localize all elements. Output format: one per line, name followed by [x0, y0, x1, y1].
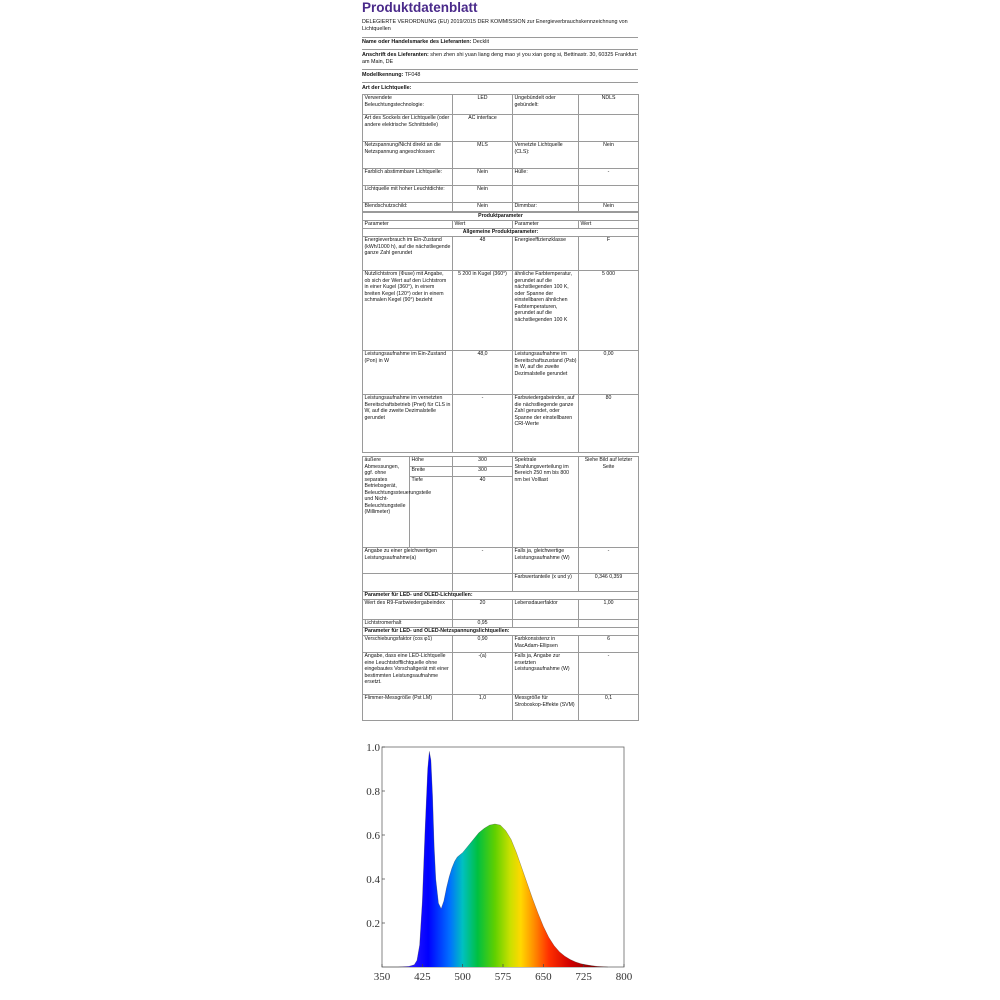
param-row — [363, 271, 639, 351]
chromaticity-value: 0,346 0,359 — [579, 574, 639, 592]
param-value: 1,00 — [579, 600, 639, 620]
type-param: Art des Sockels der Lichtquelle (oder andere elektrische Schnittstelle) — [363, 115, 453, 142]
param-label: ähnliche Farbtemperatur, gerundet auf die nächstliegenden 100 K, oder Spanne der einstellbaren ähnlichen Farbtemperaturen, gerundet auf die nächstliegenden 100 K — [513, 271, 579, 351]
param-row — [363, 695, 639, 721]
general-params-header: Allgemeine Produktparameter: — [363, 229, 639, 237]
model-label: Modellkennung: — [362, 72, 404, 78]
type-value: NDLS — [579, 95, 639, 115]
dimensions-table — [362, 456, 639, 592]
param-value: 1,0 — [453, 695, 513, 721]
param-label: Lebensdauerfaktor — [513, 600, 579, 620]
type-value — [579, 115, 639, 142]
type-value: Nein — [579, 142, 639, 169]
param-label: Falls ja, gleichwertige Leistungsaufnahme (W) — [513, 548, 579, 574]
spectral-distribution-value: Siehe Bild auf letzter Seite — [579, 457, 639, 548]
param-value: - — [453, 548, 513, 574]
param-label: Flimmer-Messgröße (Pst LM) — [363, 695, 453, 721]
column-header-row — [363, 221, 639, 229]
param-label: Leistungsaufnahme im Bereitschaftszustand (Psb) in W, auf die zweite Dezimalstelle gerundet — [513, 351, 579, 395]
param-row — [363, 351, 639, 395]
y-tick-label: 0.8 — [366, 786, 380, 798]
x-tick-label: 800 — [615, 971, 633, 983]
type-row — [363, 169, 639, 186]
column-header: Wert — [579, 221, 639, 229]
type-value: AC interface — [453, 115, 513, 142]
type-param: Blendschutzschild: — [363, 203, 453, 212]
dimension-key: Tiefe — [410, 477, 453, 548]
param-label: Falls ja, Angabe zur ersetzten Leistungsaufnahme (W) — [513, 653, 579, 695]
param-value: 80 — [579, 395, 639, 453]
param-label: Lichtstromerhalt — [363, 620, 453, 628]
type-value: Nein — [579, 203, 639, 212]
type-value: Nein — [453, 203, 513, 212]
product-params-header: Produktparameter — [363, 213, 639, 221]
led-params-header: Parameter für LED- und OLED-Lichtquellen: — [363, 592, 639, 600]
product-datasheet — [362, 0, 638, 720]
param-value: 48,0 — [453, 351, 513, 395]
dimension-value: 40 — [453, 477, 513, 548]
supplier-name-row — [362, 39, 638, 46]
param-label: Leistungsaufnahme im vernetzten Bereitschaftsbetrieb (Pnet) für CLS in W, auf die zweite Dezimalstelle gerundet — [363, 395, 453, 453]
type-row — [363, 186, 639, 203]
column-header: Parameter — [513, 221, 579, 229]
supplier-address-row — [362, 52, 638, 66]
param-label: Leistungsaufnahme im Ein-Zustand (Pon) in W — [363, 351, 453, 395]
led-parameters-table — [362, 591, 639, 721]
param-row — [363, 237, 639, 271]
param-value: 48 — [453, 237, 513, 271]
param-value: - — [579, 653, 639, 695]
type-value: LED — [453, 95, 513, 115]
param-label: Farbkonsistenz in MacAdam-Ellipsen — [513, 636, 579, 653]
param-value: 20 — [453, 600, 513, 620]
supplier-address: shen zhen shi yuan liang deng mao yi you xian gong si, Bettinastr. 30, 60325 Frankfurt am Main, DE — [362, 52, 637, 65]
type-row — [363, 115, 639, 142]
param-row — [363, 653, 639, 695]
type-param: Lichtquelle mit hoher Leuchtdichte: — [363, 186, 453, 203]
x-tick-label: 350 — [373, 971, 391, 983]
address-label: Anschrift des Lieferanten: — [362, 52, 429, 58]
spectral-distribution-chart — [362, 735, 638, 1000]
param-row — [363, 600, 639, 620]
param-value: F — [579, 237, 639, 271]
param-row — [363, 395, 639, 453]
y-tick-label: 0.6 — [366, 830, 380, 842]
column-header: Parameter — [363, 221, 453, 229]
param-value: 0,1 — [579, 695, 639, 721]
type-param — [513, 186, 579, 203]
type-value: - — [579, 169, 639, 186]
dimension-value: 300 — [453, 457, 513, 467]
param-value: - — [453, 395, 513, 453]
supplier-name-label: Name oder Handelsmarke des Lieferanten: — [362, 39, 472, 45]
param-value: 0,95 — [453, 620, 513, 628]
type-param: Dimmbar: — [513, 203, 579, 212]
model-id: TF048 — [404, 72, 421, 78]
page-title: Produktdatenblatt — [362, 0, 478, 15]
param-value — [579, 620, 639, 628]
type-param: Verwendete Beleuchtungstechnologie: — [363, 95, 453, 115]
spectral-distribution-label: Spektrale Strahlungsverteilung im Bereich 250 nm bis 800 nm bei Volllast — [513, 457, 579, 548]
param-value: 6 — [579, 636, 639, 653]
type-param: Farblich abstimmbare Lichtquelle: — [363, 169, 453, 186]
type-row — [363, 95, 639, 115]
type-param — [513, 115, 579, 142]
y-tick-label: 0.2 — [366, 918, 380, 930]
param-value: 5 200 in Kugel (360°) — [453, 271, 513, 351]
y-tick-label: 0.4 — [366, 874, 380, 886]
supplier-name: Decklit — [472, 39, 490, 45]
param-label: Messgröße für Stroboskop-Effekte (SVM) — [513, 695, 579, 721]
dimension-value: 300 — [453, 467, 513, 477]
x-tick-label: 500 — [454, 971, 471, 983]
type-value: Nein — [453, 186, 513, 203]
param-label: Angabe, dass eine LED-Lichtquelle eine Leuchtstofflichtquelle ohne eingebautes Vorschaltgerät mit einer bestimmten Leistungsaufnahme ersetzt. — [363, 653, 453, 695]
type-param: Vernetzte Lichtquelle (CLS): — [513, 142, 579, 169]
dimension-row — [363, 457, 639, 467]
x-tick-label: 575 — [494, 971, 512, 983]
param-label — [513, 620, 579, 628]
type-param: Ungebündelt oder gebündelt: — [513, 95, 579, 115]
dimension-key: Höhe — [410, 457, 453, 467]
param-value: - — [579, 548, 639, 574]
param-value: -(a) — [453, 653, 513, 695]
light-source-type-table — [362, 94, 639, 212]
model-row — [362, 72, 638, 79]
type-param: Netzspannung/Nicht direkt an die Netzspannung angeschlossen: — [363, 142, 453, 169]
param-value: 5 000 — [579, 271, 639, 351]
param-label: Wert des R9-Farbwiedergabeindex — [363, 600, 453, 620]
param-label: Angabe zu einer gleichwertigen Leistungsaufnahme(a) — [363, 548, 453, 574]
param-label: Farbwiedergabeindex, auf die nächstliegende ganze Zahl gerundet, oder Spanne der einstellbaren CRI-Werte — [513, 395, 579, 453]
type-value: MLS — [453, 142, 513, 169]
param-value: 0,00 — [579, 351, 639, 395]
x-tick-label: 725 — [575, 971, 592, 983]
param-label: Nutzlichtstrom (Φuse) mit Angabe, ob sich der Wert auf den Lichtstrom in einer Kugel (360°), in einem breiten Kegel (120°) oder in einem schmalen Kegel (90°) bezieht — [363, 271, 453, 351]
light-source-type-label: Art der Lichtquelle: — [362, 85, 412, 91]
product-parameters-table — [362, 212, 639, 453]
column-header: Wert — [453, 221, 513, 229]
mains-params-header: Parameter für LED- und OLED-Netzspannungslichtquellen: — [363, 628, 639, 636]
type-value: Nein — [453, 169, 513, 186]
param-label: Verschiebungsfaktor (cos φ1) — [363, 636, 453, 653]
x-tick-label: 425 — [414, 971, 431, 983]
y-tick-label: 1.0 — [366, 742, 380, 754]
type-value — [579, 186, 639, 203]
param-label: Energieeffizienzklasse — [513, 237, 579, 271]
chromaticity-label: Farbwertanteile (x und y) — [513, 574, 579, 592]
x-tick-label: 650 — [535, 971, 552, 983]
param-row — [363, 636, 639, 653]
param-row — [363, 574, 639, 592]
dimension-key: Breite — [410, 467, 453, 477]
type-param: Hülle: — [513, 169, 579, 186]
regulation-text: DELEGIERTE VERORDNUNG (EU) 2019/2015 DER KOMMISSION zur Energieverbrauchskennzeichnung von Lichtquellen — [362, 19, 628, 32]
dimensions-label: äußere Abmessungen, ggf. ohne separates Betriebsgerät, Beleuchtungssteuerungsteile und Nicht-Beleuchtungsteile (Millimeter) — [363, 457, 410, 548]
type-row — [363, 142, 639, 169]
param-row — [363, 548, 639, 574]
type-row — [363, 203, 639, 212]
param-label: Energieverbrauch im Ein-Zustand (kWh/1000 h), auf die nächstliegende ganze Zahl gerundet — [363, 237, 453, 271]
param-value: 0,90 — [453, 636, 513, 653]
param-row — [363, 620, 639, 628]
